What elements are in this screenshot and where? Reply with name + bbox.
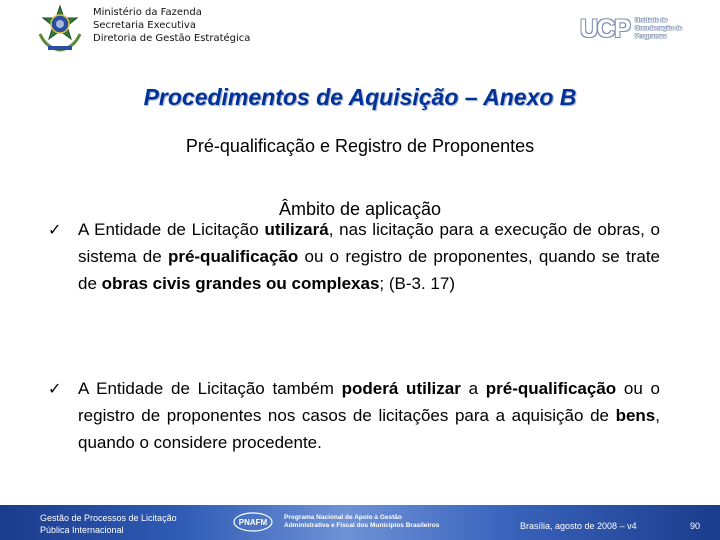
- coat-of-arms-icon: [34, 4, 86, 54]
- footer-program: [284, 514, 439, 530]
- bullet-text-part: ; (B-3. 17): [379, 274, 456, 293]
- bullet-text: [78, 375, 660, 456]
- ministry-line: Ministério da Fazenda: [93, 7, 202, 18]
- footer-course-title: [40, 512, 177, 536]
- bullet-text-part: ou o registro de proponentes, quando se trate de: [78, 247, 660, 293]
- pnafm-logo-icon: [232, 511, 274, 533]
- secretariat-line: Secretaria Executiva: [93, 20, 196, 31]
- checkmark-icon: ✓: [48, 220, 62, 239]
- bullet-emphasis: utilizará: [264, 220, 329, 239]
- footer-date: Brasília, agosto de 2008 – v4: [520, 521, 637, 531]
- footer-program-line: Programa Nacional de Apoio à Gestão: [284, 514, 402, 521]
- ucp-logo-text: UCP: [580, 15, 630, 43]
- bullet-text-part: A Entidade de Licitação também: [78, 379, 342, 398]
- footer-program-line: Administrativa e Fiscal dos Municípios Brasileiros: [284, 522, 440, 529]
- section-heading: Âmbito de aplicação: [278, 199, 442, 219]
- bullet-text-part: , nas licitação para a execução de obras, o sistema de: [78, 220, 660, 266]
- bullet-emphasis: obras civis grandes ou complexas: [101, 274, 380, 293]
- bullet-text-part: a: [460, 379, 486, 398]
- bullet-emphasis: poderá utilizar: [341, 379, 461, 398]
- bullet-text: [78, 216, 660, 297]
- slide-footer: [0, 505, 720, 540]
- ucp-logo-subtext: Unidade de Coordenação de Programas: [635, 18, 683, 40]
- bullet-emphasis: bens: [615, 406, 656, 425]
- ministry-block: [93, 6, 250, 45]
- bullet-emphasis: pré-qualificação: [485, 379, 617, 398]
- directorate-line: Diretoria de Gestão Estratégica: [93, 33, 251, 44]
- bullet-emphasis: pré-qualificação: [167, 247, 299, 266]
- slide-header: [0, 0, 720, 62]
- bullet-item: [48, 216, 660, 297]
- footer-course-line: Gestão de Processos de Licitação: [40, 513, 177, 523]
- checkmark-icon: ✓: [48, 379, 62, 398]
- bullet-text-part: , quando o considere procedente.: [78, 406, 660, 452]
- page-number: 90: [690, 521, 701, 531]
- ucp-logo: [580, 14, 690, 44]
- bullet-text-part: A Entidade de Licitação: [78, 220, 265, 239]
- bullet-item: [48, 375, 660, 456]
- slide-title: Procedimentos de Aquisição – Anexo B: [143, 84, 577, 110]
- footer-course-line: Pública Internacional: [40, 525, 124, 535]
- pnafm-logo-text: PNAFM: [238, 518, 268, 527]
- slide-subtitle: Pré-qualificação e Registro de Proponentes: [185, 136, 535, 156]
- bullet-text-part: ou o registro de proponentes nos casos de licitações para a aquisição de: [78, 379, 661, 425]
